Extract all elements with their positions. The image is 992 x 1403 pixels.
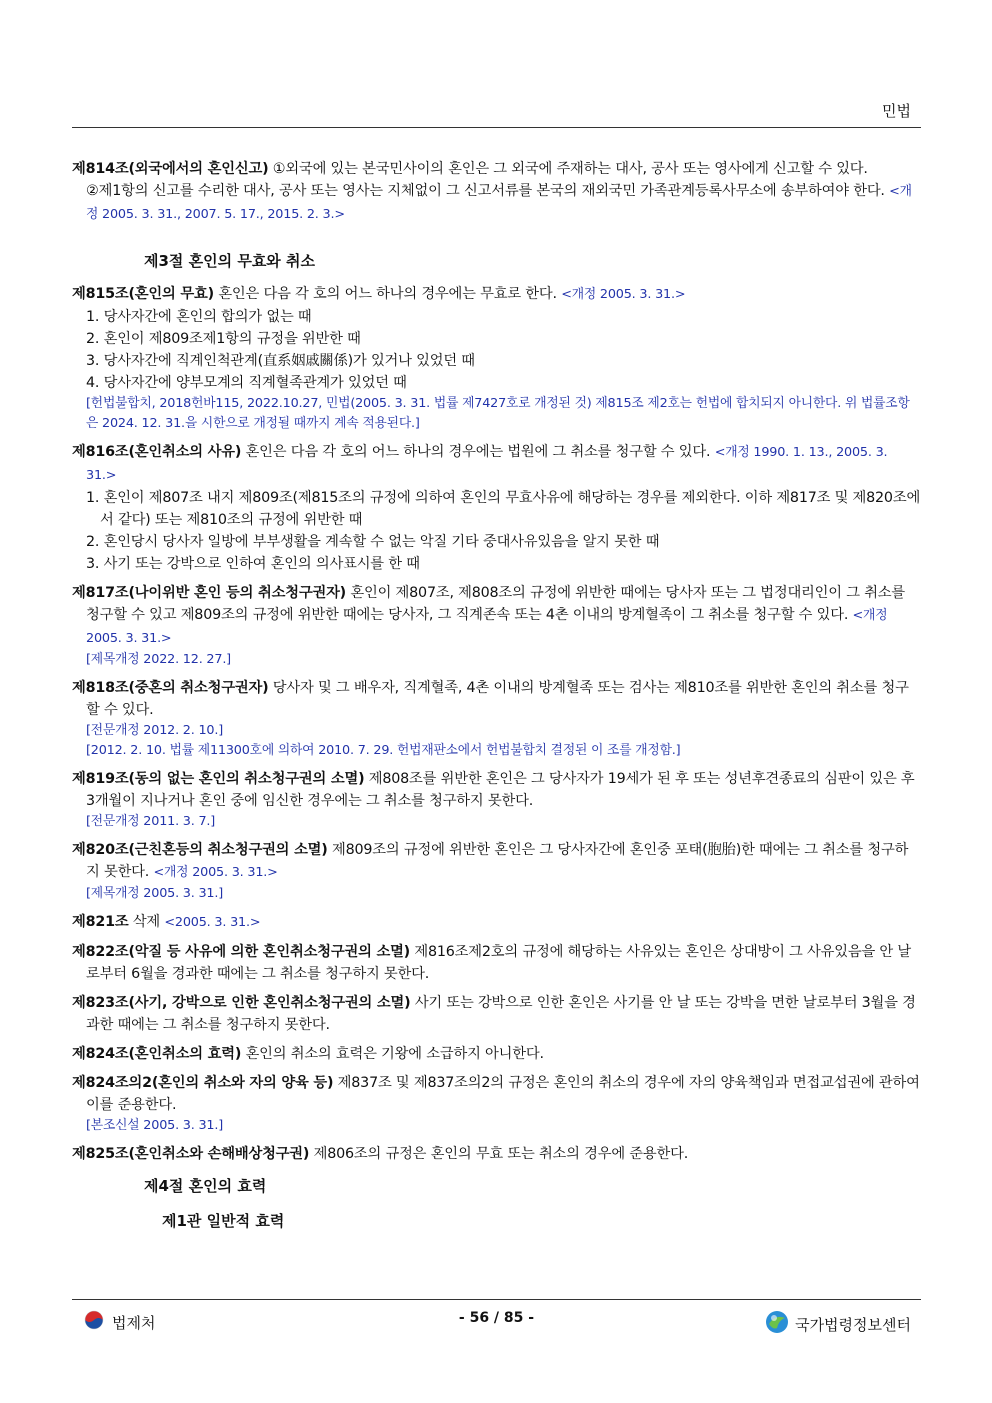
article-title: 제824조(혼인취소의 효력) bbox=[72, 1046, 242, 1062]
article-text: 혼인의 취소의 효력은 기왕에 소급하지 아니한다. bbox=[241, 1046, 544, 1062]
article-title: 제825조(혼인취소와 손해배상청구권) bbox=[72, 1146, 310, 1162]
list-item: 1. 당사자간에 혼인의 합의가 없는 때 bbox=[86, 309, 312, 325]
list-item: 2. 혼인당시 당사자 일방에 부부생활을 계속할 수 없는 악질 기타 중대사유있음을 알지 못한 때 bbox=[86, 534, 660, 550]
article-text: 제816조제2호의 규정에 해당하는 사유있는 혼인은 상대방이 그 사유있음을 안 날로부터 6월을 경과한 때에는 그 취소를 청구하지 못한다. bbox=[86, 944, 911, 982]
title-amend-note[interactable]: [제목개정 2022. 12. 27.] bbox=[86, 652, 231, 667]
article-text: 제808조를 위반한 혼인은 그 당사자가 19세가 된 후 또는 성년후견종료의 심판이 있은 후 3개월이 지나거나 혼인 중에 임신한 경우에는 그 취소를 청구하지 못한다. bbox=[86, 771, 915, 809]
chapter-heading-1: 제1관 일반적 효력 bbox=[162, 1212, 285, 1230]
amend-note[interactable]: <2005. 3. 31.> bbox=[164, 915, 261, 930]
amend-note[interactable]: <개정 2005. 3. 31., 2007. 5. 17., 2015. 2. 3.> bbox=[86, 184, 912, 222]
article-title: 제815조(혼인의 무효) bbox=[72, 286, 214, 302]
document-body bbox=[72, 158, 921, 1231]
list-item: 2. 혼인이 제809조제1항의 규정을 위반한 때 bbox=[86, 331, 361, 347]
article-title: 제817조(나이위반 혼인 등의 취소청구권자) bbox=[72, 585, 347, 601]
constitutional-note[interactable]: [헌법불합치, 2018헌바115, 2022.10.27, 민법(2005. 3. 31. 법률 제7427호로 개정된 것) 제815조 제2호는 헌법에 합치되지 아니한다. 위 법률조항은 2024. 12. 31.을 시한으로 개정될 때까지 계속 적용된다.] bbox=[86, 396, 910, 431]
footer-center-name: 국가법령정보센터 bbox=[795, 1315, 911, 1334]
article-title: 제823조(사기, 강박으로 인한 혼인취소청구권의 소멸) bbox=[72, 995, 411, 1011]
article-816 bbox=[72, 441, 921, 575]
list-item: 3. 사기 또는 강박으로 인하여 혼인의 의사표시를 한 때 bbox=[86, 556, 420, 572]
article-title: 제824조의2(혼인의 취소와 자의 양육 등) bbox=[72, 1075, 334, 1091]
article-817 bbox=[72, 582, 921, 670]
article-815 bbox=[72, 283, 921, 434]
article-823 bbox=[72, 992, 921, 1036]
footer-org-name: 법제처 bbox=[112, 1313, 156, 1332]
amend-note[interactable]: <개정 1990. 1. 13., 2005. 3. 31.> bbox=[86, 445, 888, 483]
article-title: 제814조(외국에서의 혼인신고) bbox=[72, 161, 269, 177]
amend-note[interactable]: <개정 2005. 3. 31.> bbox=[153, 865, 278, 880]
constitutional-note[interactable]: [2012. 2. 10. 법률 제11300호에 의하여 2010. 7. 29. 헌법재판소에서 헌법불합치 결정된 이 조를 개정함.] bbox=[86, 743, 681, 758]
full-amend-note[interactable]: [전문개정 2012. 2. 10.] bbox=[86, 723, 224, 738]
footer-right bbox=[765, 1310, 911, 1338]
article-title: 제818조(중혼의 취소청구권자) bbox=[72, 680, 269, 696]
article-822 bbox=[72, 941, 921, 985]
article-819 bbox=[72, 768, 921, 832]
article-title: 제820조(근친혼등의 취소청구권의 소멸) bbox=[72, 842, 328, 858]
article-824-2 bbox=[72, 1072, 921, 1136]
article-text: 당사자 및 그 배우자, 직계혈족, 4촌 이내의 방계혈족 또는 검사는 제810조를 위반한 혼인의 취소를 청구할 수 있다. bbox=[86, 680, 909, 718]
article-text: 혼인은 다음 각 호의 어느 하나의 경우에는 무효로 한다. bbox=[213, 286, 562, 302]
page-header bbox=[72, 96, 921, 128]
article-text: 삭제 bbox=[128, 914, 165, 930]
list-item: 3. 당사자간에 직계인척관계(直系姻戚關係)가 있거나 있었던 때 bbox=[86, 353, 475, 369]
article-title: 제819조(동의 없는 혼인의 취소청구권의 소멸) bbox=[72, 771, 365, 787]
section-heading-4: 제4절 혼인의 효력 bbox=[144, 1177, 267, 1195]
amend-note[interactable]: <개정 2005. 3. 31.> bbox=[86, 608, 888, 646]
article-title: 제821조 bbox=[72, 914, 129, 930]
article-821 bbox=[72, 911, 921, 934]
article-title: 제816조(혼인취소의 사유) bbox=[72, 444, 242, 460]
article-825 bbox=[72, 1143, 921, 1165]
section-heading-3: 제3절 혼인의 무효와 취소 bbox=[144, 252, 316, 270]
article-text: 제806조의 규정은 혼인의 무효 또는 취소의 경우에 준용한다. bbox=[309, 1146, 689, 1162]
page-footer bbox=[72, 1299, 921, 1340]
law-center-logo-icon bbox=[765, 1310, 789, 1338]
article-820 bbox=[72, 839, 921, 904]
article-title: 제822조(악질 등 사유에 의한 혼인취소청구권의 소멸) bbox=[72, 944, 411, 960]
new-article-note[interactable]: [본조신설 2005. 3. 31.] bbox=[86, 1118, 224, 1133]
full-amend-note[interactable]: [전문개정 2011. 3. 7.] bbox=[86, 814, 216, 829]
article-text: ①외국에 있는 본국민사이의 혼인은 그 외국에 주재하는 대사, 공사 또는 영사에게 신고할 수 있다. bbox=[268, 161, 868, 177]
article-text: 혼인이 제807조, 제808조의 규정에 위반한 때에는 당사자 또는 그 법정대리인이 그 취소를 청구할 수 있고 제809조의 규정에 위반한 때에는 당사자, 그 직계존속 또는 4촌 이내의 방계혈족이 그 취소를 청구할 수 있다. bbox=[86, 585, 906, 623]
article-818 bbox=[72, 677, 921, 761]
title-amend-note[interactable]: [제목개정 2005. 3. 31.] bbox=[86, 886, 224, 901]
article-814 bbox=[72, 158, 921, 226]
amend-note[interactable]: <개정 2005. 3. 31.> bbox=[561, 287, 686, 302]
article-paragraph: ②제1항의 신고를 수리한 대사, 공사 또는 영사는 지체없이 그 신고서류를 본국의 재외국민 가족관계등록사무소에 송부하여야 한다. bbox=[86, 183, 890, 199]
header-title: 민법 bbox=[882, 102, 911, 120]
article-text: 혼인은 다음 각 호의 어느 하나의 경우에는 법원에 그 취소를 청구할 수 있다. bbox=[241, 444, 715, 460]
article-text: 제809조의 규정에 위반한 혼인은 그 당사자간에 혼인중 포태(胞胎)한 때에는 그 취소를 청구하지 못한다. bbox=[86, 842, 909, 880]
page-number: - 56 / 85 - bbox=[458, 1310, 535, 1326]
article-824 bbox=[72, 1043, 921, 1065]
article-text: 사기 또는 강박으로 인한 혼인은 사기를 안 날 또는 강박을 면한 날로부터 3월을 경과한 때에는 그 취소를 청구하지 못한다. bbox=[86, 995, 916, 1033]
article-text: 제837조 및 제837조의2의 규정은 혼인의 취소의 경우에 자의 양육책임과 면접교섭권에 관하여 이를 준용한다. bbox=[86, 1075, 920, 1113]
list-item: 1. 혼인이 제807조 내지 제809조(제815조의 규정에 의하여 혼인의 무효사유에 해당하는 경우를 제외한다. 이하 제817조 및 제820조에서 같다) 또는 제810조의 규정에 위반한 때 bbox=[86, 490, 921, 528]
list-item: 4. 당사자간에 양부모계의 직계혈족관계가 있었던 때 bbox=[86, 375, 407, 391]
